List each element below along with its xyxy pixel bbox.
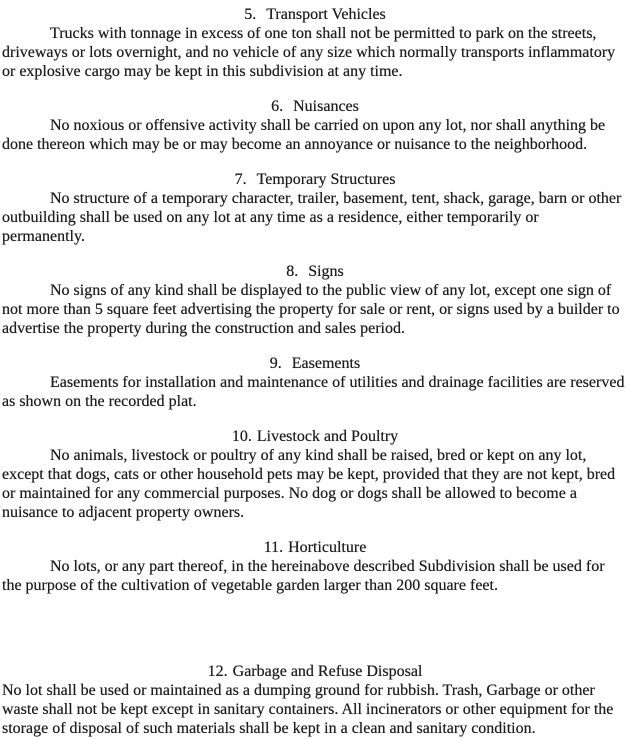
section-6-nuisances (2, 97, 628, 154)
section-heading (2, 5, 628, 24)
body-line: No lots, or any part thereof, in the hereinabove described Subdivision shall be used for (50, 558, 605, 575)
section-title: Livestock and Poultry (256, 428, 399, 445)
body-line: not more than 5 square feet advertising the property for sale or rent, or signs used by a builder to (2, 301, 620, 318)
section-body (2, 24, 628, 81)
section-8-signs (2, 262, 628, 338)
section-body (2, 189, 628, 246)
body-line: storage of disposal of such materials shall be kept in a clean and sanitary condition. (2, 720, 536, 737)
body-line: No lot shall be used or maintained as a dumping ground for rubbish. Trash, Garbage or other (2, 682, 595, 699)
section-title: Temporary Structures (256, 171, 396, 188)
body-line: No animals, livestock or poultry of any kind shall be raised, bred or kept on any lot, (50, 447, 587, 464)
section-body (2, 446, 628, 522)
section-body (2, 373, 628, 411)
body-line: the purpose of the cultivation of vegetable garden larger than 200 square feet. (2, 577, 498, 594)
section-7-temporary-structures (2, 170, 628, 246)
section-number: 8. (286, 263, 299, 280)
section-heading (2, 538, 628, 557)
body-line: advertise the property during the construction and sales period. (2, 320, 405, 337)
section-body (2, 557, 628, 595)
body-line: No structure of a temporary character, trailer, basement, tent, shack, garage, barn or other (50, 190, 622, 207)
section-5-transport-vehicles (2, 5, 628, 81)
body-line: or maintained for any commercial purposes. No dog or dogs shall be allowed to become a (2, 485, 577, 502)
body-line: or explosive cargo may be kept in this subdivision at any time. (2, 63, 403, 80)
body-line: waste shall not be kept except in sanitary containers. All incinerators or other equipment for the (2, 701, 614, 718)
body-line: Trucks with tonnage in excess of one ton shall not be permitted to park on the streets, (50, 25, 597, 42)
body-line: done thereon which may be or may become an annoyance or nuisance to the neighborhood. (2, 136, 588, 153)
body-line: Easements for installation and maintenance of utilities and drainage facilities are reserved (50, 374, 625, 391)
section-10-livestock-and-poultry (2, 427, 628, 522)
body-line: outbuilding shall be used on any lot at any time as a residence, either temporarily or (2, 209, 539, 226)
body-line: driveways or lots overnight, and no vehicle of any size which normally transports inflammatory (2, 44, 616, 61)
body-line: No signs of any kind shall be displayed to the public view of any lot, except one sign of (50, 282, 612, 299)
section-number: 11. (263, 539, 284, 556)
body-line: as shown on the recorded plat. (2, 393, 197, 410)
section-title: Signs (308, 263, 344, 280)
section-number: 5. (244, 6, 257, 23)
section-number: 9. (269, 355, 282, 372)
section-heading (2, 354, 628, 373)
section-number: 12. (207, 663, 228, 680)
section-number: 7. (234, 171, 247, 188)
section-heading (2, 97, 628, 116)
body-line: except that dogs, cats or other household pets may be kept, provided that they are not kept, bred (2, 466, 616, 483)
body-line: No noxious or offensive activity shall be carried on upon any lot, nor shall anything be (50, 117, 606, 134)
section-12-garbage-and-refuse-disposal (2, 662, 628, 738)
section-11-horticulture (2, 538, 628, 595)
section-body (2, 281, 628, 338)
body-line: nuisance to adjacent property owners. (2, 504, 245, 521)
section-body (2, 116, 628, 154)
section-title: Horticulture (288, 539, 367, 556)
section-title: Nuisances (293, 98, 359, 115)
section-title: Transport Vehicles (266, 6, 386, 23)
section-title: Easements (291, 355, 361, 372)
section-heading (2, 170, 628, 189)
section-heading (2, 427, 628, 446)
section-9-easements (2, 354, 628, 411)
section-number: 6. (271, 98, 284, 115)
section-title: Garbage and Refuse Disposal (232, 663, 423, 680)
section-heading (2, 662, 628, 681)
body-line: permanently. (2, 228, 85, 245)
section-heading (2, 262, 628, 281)
section-body (2, 681, 628, 738)
section-number: 10. (231, 428, 252, 445)
